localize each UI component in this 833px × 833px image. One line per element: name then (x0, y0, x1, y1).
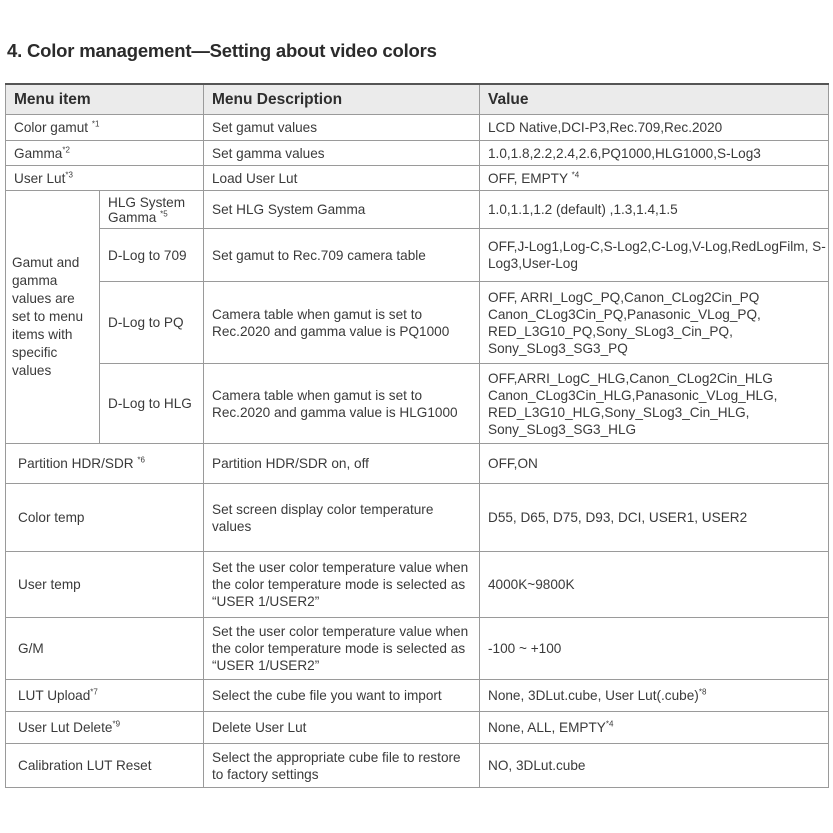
table-row (6, 444, 829, 484)
row-value: 1.0,1.1,1.2 (default) ,1.3,1.4,1.5 (480, 191, 829, 229)
row-value: OFF,ON (480, 444, 829, 484)
row-description: Set the user color temperature value when the color temperature mode is selected as “USER 1/USER2” (204, 552, 480, 618)
table-row (6, 364, 829, 444)
row-value: 1.0,1.8,2.2,2.4,2.6,PQ1000,HLG1000,S-Log3 (480, 141, 829, 166)
section-heading: 4. Color management—Setting about video colors (7, 40, 437, 61)
row-value: NO, 3DLut.cube (480, 744, 829, 788)
row-description: Set HLG System Gamma (204, 191, 480, 229)
row-description: Set gamut values (204, 115, 480, 141)
table-row (6, 484, 829, 552)
row-item: G/M (6, 618, 204, 680)
row-value: None, 3DLut.cube, User Lut(.cube)$^{*8}$ (480, 680, 829, 712)
row-item: Gamma$^{*2}$ (6, 141, 204, 166)
row-value: OFF, EMPTY $^{*4}$ (480, 166, 829, 191)
row-description: Partition HDR/SDR on, off (204, 444, 480, 484)
row-value: None, ALL, EMPTY$^{*4}$ (480, 712, 829, 744)
row-description: Load User Lut (204, 166, 480, 191)
table-row (6, 744, 829, 788)
header-menu-item: Menu item (6, 84, 204, 115)
group-label: Gamut and gamma values are set to menu items with specific values (6, 191, 100, 444)
row-description: Delete User Lut (204, 712, 480, 744)
row-value: LCD Native,DCI-P3,Rec.709,Rec.2020 (480, 115, 829, 141)
table-row (6, 680, 829, 712)
header-menu-description: Menu Description (204, 84, 480, 115)
row-item: User temp (6, 552, 204, 618)
row-item: Color temp (6, 484, 204, 552)
row-item: User Lut Delete$^{*9}$ (6, 712, 204, 744)
header-value: Value (480, 84, 829, 115)
row-value: OFF, ARRI_LogC_PQ,Canon_CLog2Cin_PQ Canon_CLog3Cin_PQ,Panasonic_VLog_PQ, RED_L3G10_PQ,Sony_SLog3_Cin_PQ, Sony_SLog3_SG3_PQ (480, 282, 829, 364)
row-value: OFF,J-Log1,Log-C,S-Log2,C-Log,V-Log,RedLogFilm, S-Log3,User-Log (480, 229, 829, 282)
color-management-table (5, 83, 829, 788)
row-description: Select the appropriate cube file to restore to factory settings (204, 744, 480, 788)
table-row (6, 712, 829, 744)
row-value: -100 ~ +100 (480, 618, 829, 680)
row-description: Set gamut to Rec.709 camera table (204, 229, 480, 282)
row-description: Camera table when gamut is set to Rec.2020 and gamma value is HLG1000 (204, 364, 480, 444)
row-item: LUT Upload$^{*7}$ (6, 680, 204, 712)
row-description: Camera table when gamut is set to Rec.2020 and gamma value is PQ1000 (204, 282, 480, 364)
row-item: D-Log to HLG (100, 364, 204, 444)
table-row (6, 618, 829, 680)
row-item: Color gamut $^{*1}$ (6, 115, 204, 141)
row-item: D-Log to 709 (100, 229, 204, 282)
table-row (6, 191, 829, 229)
row-description: Select the cube file you want to import (204, 680, 480, 712)
row-item: User Lut$^{*3}$ (6, 166, 204, 191)
table-header-row (6, 84, 829, 115)
row-item: D-Log to PQ (100, 282, 204, 364)
row-description: Set the user color temperature value when the color temperature mode is selected as “USER 1/USER2” (204, 618, 480, 680)
table-row (6, 282, 829, 364)
row-value: D55, D65, D75, D93, DCI, USER1, USER2 (480, 484, 829, 552)
row-item: Partition HDR/SDR $^{*6}$ (6, 444, 204, 484)
table-row (6, 552, 829, 618)
row-item: Calibration LUT Reset (6, 744, 204, 788)
row-value: OFF,ARRI_LogC_HLG,Canon_CLog2Cin_HLG Canon_CLog3Cin_HLG,Panasonic_VLog_HLG, RED_L3G10_HLG,Sony_SLog3_Cin_HLG, Sony_SLog3_SG3_HLG (480, 364, 829, 444)
table-row (6, 141, 829, 166)
table-row (6, 166, 829, 191)
table-row (6, 115, 829, 141)
row-item: HLG System Gamma $^{*5}$ (100, 191, 204, 229)
row-value: 4000K~9800K (480, 552, 829, 618)
table-row (6, 229, 829, 282)
row-description: Set screen display color temperature values (204, 484, 480, 552)
row-description: Set gamma values (204, 141, 480, 166)
